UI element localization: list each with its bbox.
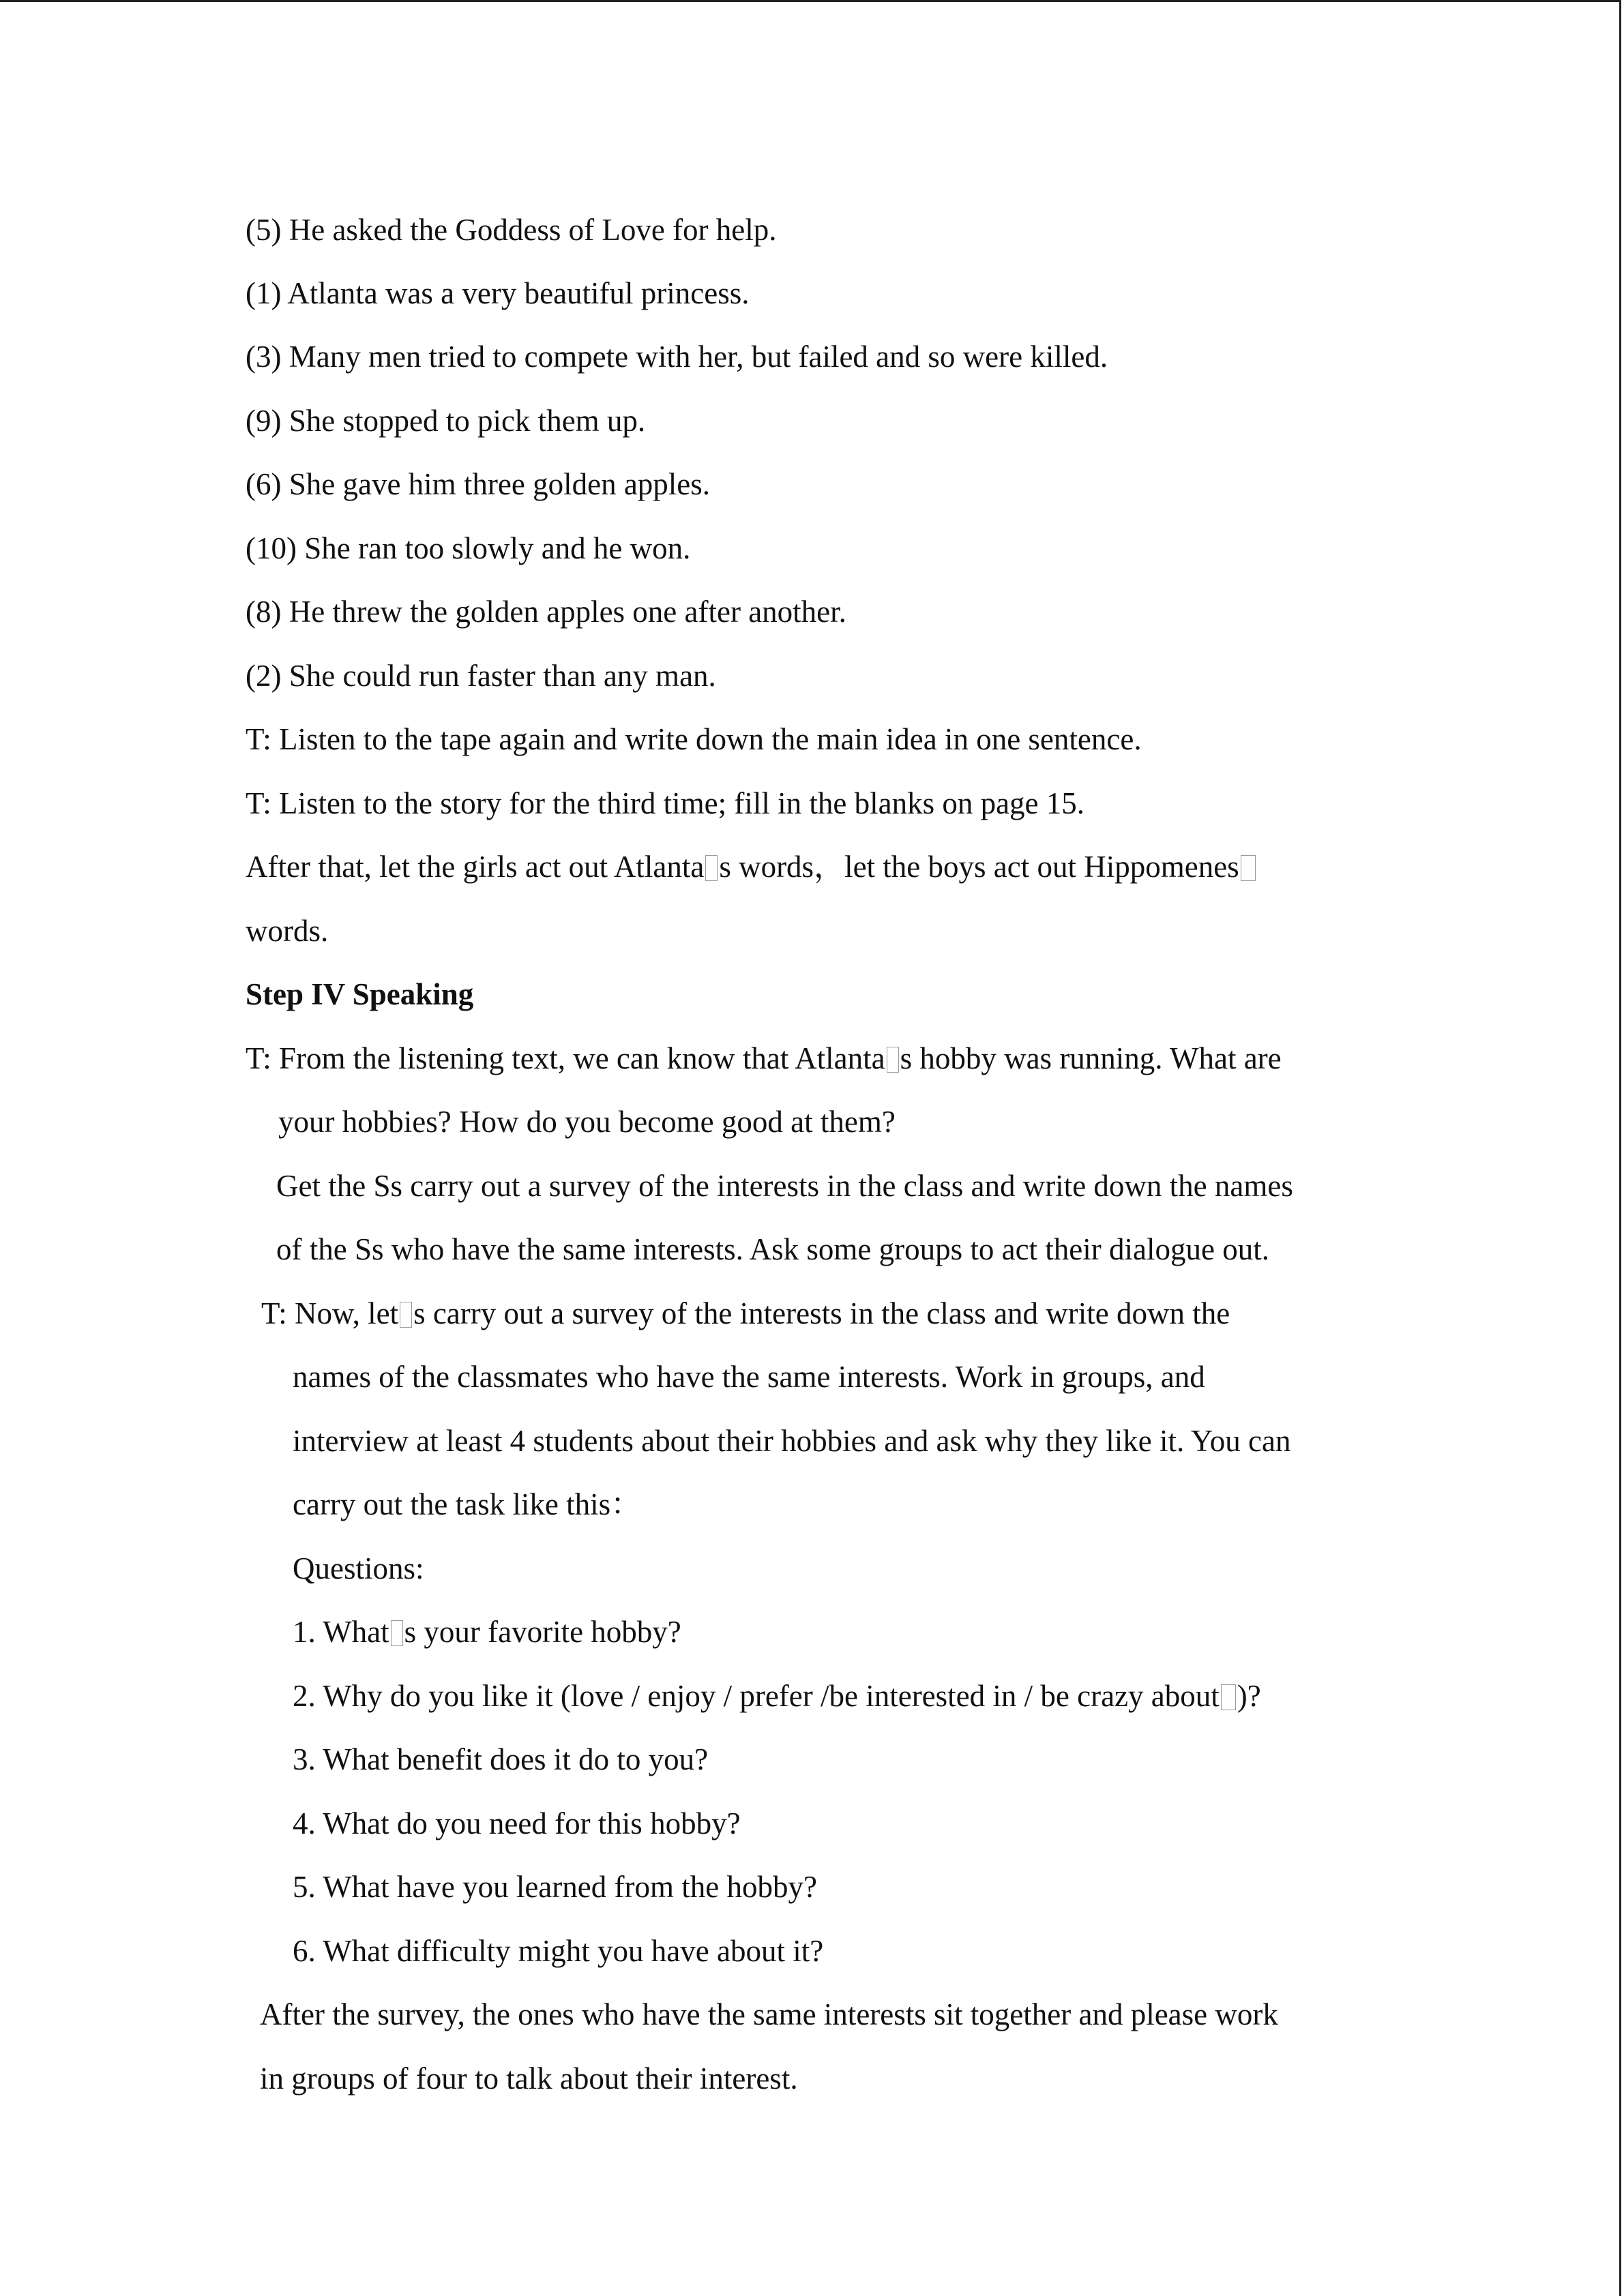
teacher-instruction-fill-blanks bbox=[246, 783, 1084, 824]
story-line-1 bbox=[246, 273, 750, 314]
text: )? bbox=[1237, 1679, 1261, 1713]
text: (9) She stopped to pick them up. bbox=[246, 404, 646, 438]
text: After the survey, the ones who have the same interests sit together and please work bbox=[260, 1997, 1278, 2031]
text: T: From the listening text, we can know that Atlanta bbox=[246, 1041, 885, 1075]
question-3 bbox=[293, 1739, 708, 1780]
story-line-6 bbox=[246, 464, 710, 505]
text: (5) He asked the Goddess of Love for help. bbox=[246, 213, 777, 247]
text: names of the classmates who have the same interests. Work in groups, and bbox=[293, 1360, 1205, 1394]
text: 5. What have you learned from the hobby? bbox=[293, 1870, 817, 1904]
story-line-9 bbox=[246, 400, 645, 441]
question-2 bbox=[293, 1675, 1261, 1716]
step-heading bbox=[246, 974, 473, 1015]
survey-direction-cont bbox=[276, 1229, 1269, 1270]
text: 6. What difficulty might you have about it? bbox=[293, 1934, 824, 1968]
text: interview at least 4 students about their hobbies and ask why they like it. You can bbox=[293, 1424, 1291, 1458]
text: 3. What benefit does it do to you? bbox=[293, 1742, 709, 1776]
text: (3) Many men tried to compete with her, but failed and so were killed. bbox=[246, 340, 1108, 374]
text: (1) Atlanta was a very beautiful princess. bbox=[246, 276, 750, 310]
story-line-5 bbox=[246, 209, 777, 250]
text: T: Now, let bbox=[261, 1296, 399, 1330]
act-out-instruction bbox=[246, 846, 1257, 887]
question-1 bbox=[293, 1611, 681, 1652]
after-survey-instruction bbox=[260, 1994, 1278, 2035]
text: T: Listen to the story for the third time; fill in the blanks on page 15. bbox=[246, 786, 1085, 820]
teacher-survey-instruction-cont-1 bbox=[293, 1356, 1205, 1397]
text: s your favorite hobby? bbox=[404, 1615, 681, 1649]
text: 1. What bbox=[293, 1615, 389, 1649]
text: (8) He threw the golden apples one after another. bbox=[246, 595, 846, 629]
question-5 bbox=[293, 1866, 817, 1907]
speaking-intro bbox=[246, 1038, 1282, 1079]
teacher-survey-instruction bbox=[261, 1293, 1230, 1334]
text: 4. What do you need for this hobby? bbox=[293, 1806, 741, 1840]
teacher-survey-instruction-cont-3 bbox=[293, 1484, 641, 1525]
text: 2. Why do you like it (love / enjoy / prefer /be interested in / be crazy about bbox=[293, 1679, 1220, 1713]
text: s words，let the boys act out Hippomenes bbox=[719, 850, 1239, 884]
text: words. bbox=[246, 914, 329, 948]
story-line-2 bbox=[246, 655, 716, 696]
act-out-instruction-cont bbox=[246, 910, 328, 951]
text: of the Ss who have the same interests. Ask some groups to act their dialogue out. bbox=[276, 1232, 1269, 1266]
story-line-10 bbox=[246, 528, 690, 569]
text: (2) She could run faster than any man. bbox=[246, 659, 716, 693]
text: Get the Ss carry out a survey of the interests in the class and write down the names bbox=[276, 1169, 1293, 1203]
text: Step IV Speaking bbox=[246, 977, 474, 1011]
question-6 bbox=[293, 1930, 823, 1971]
question-4 bbox=[293, 1803, 741, 1844]
missing-glyph-box bbox=[705, 855, 718, 881]
text: carry out the task like this： bbox=[293, 1487, 642, 1521]
missing-glyph-box bbox=[887, 1047, 899, 1073]
text: (6) She gave him three golden apples. bbox=[246, 467, 711, 501]
survey-direction bbox=[276, 1165, 1293, 1206]
text: T: Listen to the tape again and write down the main idea in one sentence. bbox=[246, 722, 1142, 756]
text: your hobbies? How do you become good at them? bbox=[278, 1105, 896, 1139]
story-line-8 bbox=[246, 591, 846, 632]
speaking-intro-cont bbox=[278, 1101, 896, 1142]
questions-label bbox=[293, 1548, 424, 1589]
missing-glyph-box bbox=[400, 1302, 412, 1328]
story-line-3 bbox=[246, 336, 1108, 377]
text: s carry out a survey of the interests in the class and write down the bbox=[413, 1296, 1230, 1330]
text: (10) She ran too slowly and he won. bbox=[246, 531, 691, 565]
teacher-instruction-main-idea bbox=[246, 719, 1142, 760]
text: in groups of four to talk about their interest. bbox=[260, 2061, 798, 2096]
text: Questions: bbox=[293, 1551, 424, 1585]
missing-glyph-box bbox=[1221, 1684, 1236, 1710]
text: After that, let the girls act out Atlanta bbox=[246, 850, 705, 884]
text: s hobby was running. What are bbox=[900, 1041, 1282, 1075]
missing-glyph-box bbox=[1241, 855, 1256, 881]
teacher-survey-instruction-cont-2 bbox=[293, 1420, 1291, 1461]
after-survey-instruction-cont bbox=[260, 2058, 798, 2099]
missing-glyph-box bbox=[391, 1620, 403, 1646]
